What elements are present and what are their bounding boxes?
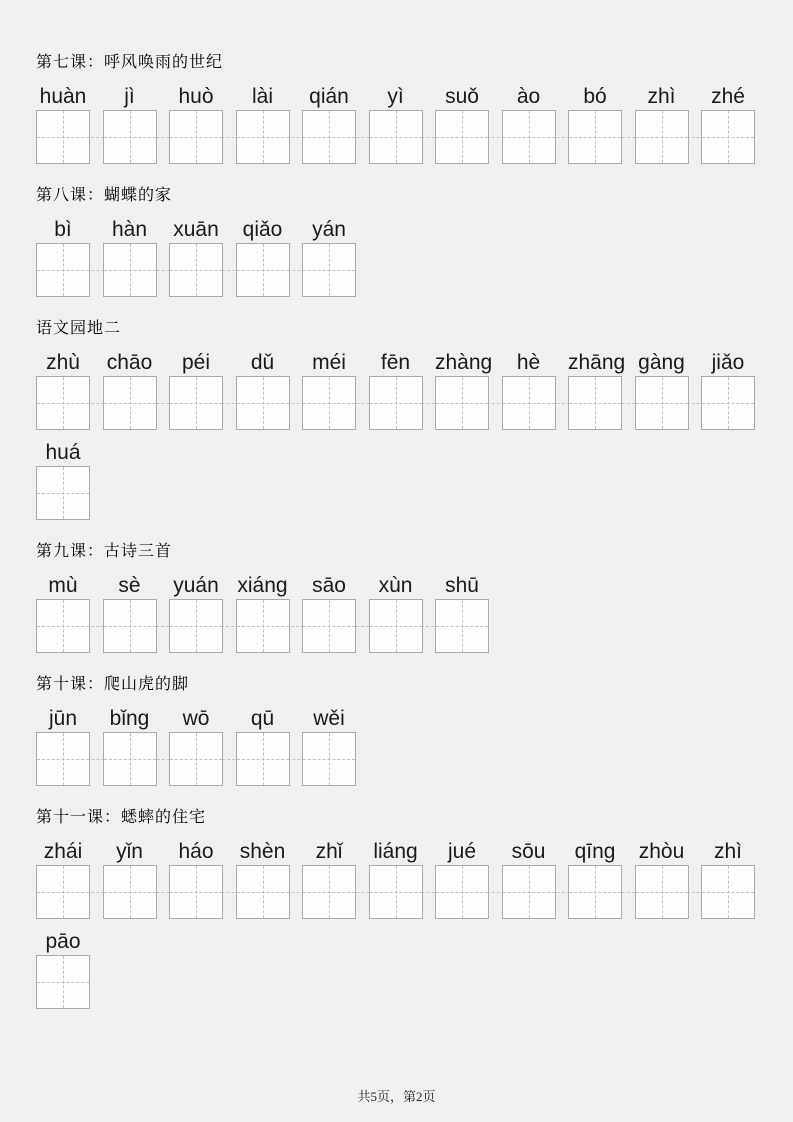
pinyin-label: jué xyxy=(447,840,477,863)
pinyin-label: zhàng xyxy=(435,351,493,374)
writing-cell xyxy=(502,865,556,919)
writing-cell xyxy=(568,865,622,919)
pinyin-label-row xyxy=(36,841,757,863)
pinyin-label: qīng xyxy=(574,840,616,863)
pinyin-label: bó xyxy=(583,85,607,108)
writing-cell xyxy=(103,376,157,430)
pinyin-label: chāo xyxy=(106,351,153,374)
pinyin-label: fēn xyxy=(380,351,411,374)
pinyin-label: dǔ xyxy=(250,351,275,374)
writing-cell xyxy=(236,243,290,297)
pinyin-label: hè xyxy=(516,351,541,374)
pinyin-label: yuán xyxy=(173,574,219,597)
pinyin-row xyxy=(36,352,757,430)
pinyin-label: jì xyxy=(124,85,135,108)
pinyin-label: zhòu xyxy=(638,840,685,863)
writing-grid-row xyxy=(36,376,755,430)
writing-grid-row xyxy=(36,466,90,520)
writing-cell xyxy=(502,376,556,430)
section-5 xyxy=(36,677,757,786)
writing-cell xyxy=(302,243,356,297)
pinyin-label: zhé xyxy=(711,85,745,108)
pinyin-label: qiǎo xyxy=(242,218,283,241)
writing-cell xyxy=(369,599,423,653)
pinyin-label: wěi xyxy=(313,707,345,730)
writing-cell xyxy=(169,376,223,430)
section-3 xyxy=(36,321,757,520)
writing-cell xyxy=(302,110,356,164)
pinyin-label: mù xyxy=(48,574,78,597)
pinyin-label: péi xyxy=(181,351,211,374)
pinyin-label: zhǐ xyxy=(315,840,343,863)
writing-grid-row xyxy=(36,955,90,1009)
writing-cell xyxy=(369,110,423,164)
writing-cell xyxy=(236,865,290,919)
section-title: 第七课：呼风唤雨的世纪 xyxy=(36,54,224,71)
writing-cell xyxy=(36,110,90,164)
writing-cell xyxy=(36,243,90,297)
writing-cell xyxy=(369,376,423,430)
section-title: 第十一课：蟋蟀的住宅 xyxy=(36,809,207,826)
pinyin-label: hàn xyxy=(111,218,148,241)
pinyin-label: jūn xyxy=(48,707,78,730)
writing-cell xyxy=(435,599,489,653)
writing-cell xyxy=(103,732,157,786)
pinyin-label: shèn xyxy=(239,840,286,863)
pinyin-label: xiáng xyxy=(237,574,288,597)
writing-cell xyxy=(169,599,223,653)
writing-cell xyxy=(103,599,157,653)
pinyin-row xyxy=(36,219,757,297)
writing-grid-row xyxy=(36,243,356,297)
writing-cell xyxy=(435,376,489,430)
section-4 xyxy=(36,544,757,653)
pinyin-label: jiǎo xyxy=(711,351,745,374)
writing-cell xyxy=(435,865,489,919)
section-1 xyxy=(36,55,757,164)
pinyin-label-row xyxy=(36,575,757,597)
writing-cell xyxy=(36,955,90,1009)
pinyin-label: xuān xyxy=(173,218,219,241)
pinyin-label: huàn xyxy=(39,85,87,108)
writing-cell xyxy=(36,466,90,520)
section-2 xyxy=(36,188,757,297)
pinyin-label: pāo xyxy=(45,930,81,953)
pinyin-label: zhì xyxy=(647,85,676,108)
pinyin-label-row xyxy=(36,442,757,464)
pinyin-label: ào xyxy=(516,85,541,108)
pinyin-label: shū xyxy=(445,574,479,597)
pinyin-row xyxy=(36,708,757,786)
writing-cell xyxy=(103,110,157,164)
writing-cell xyxy=(36,376,90,430)
pinyin-label: yán xyxy=(312,218,346,241)
writing-cell xyxy=(169,732,223,786)
writing-cell xyxy=(701,865,755,919)
pinyin-label: yì xyxy=(387,85,404,108)
writing-cell xyxy=(36,732,90,786)
pinyin-label: wō xyxy=(182,707,210,730)
pinyin-row xyxy=(36,841,757,919)
section-title: 第九课：古诗三首 xyxy=(36,543,173,560)
pinyin-row xyxy=(36,575,757,653)
pinyin-label: zhù xyxy=(46,351,80,374)
pinyin-label: gàng xyxy=(638,351,685,374)
writing-cell xyxy=(169,110,223,164)
section-title: 第十课：爬山虎的脚 xyxy=(36,676,190,693)
pinyin-label: huá xyxy=(45,441,81,464)
pinyin-label-row xyxy=(36,352,757,374)
writing-grid-row xyxy=(36,865,755,919)
pinyin-row xyxy=(36,86,757,164)
pinyin-label: liáng xyxy=(373,840,418,863)
writing-cell xyxy=(302,865,356,919)
writing-cell xyxy=(236,376,290,430)
pinyin-label: sè xyxy=(118,574,141,597)
writing-cell xyxy=(635,865,689,919)
pinyin-label-row xyxy=(36,86,757,108)
pinyin-label-row xyxy=(36,931,757,953)
pinyin-label: méi xyxy=(312,351,346,374)
writing-cell xyxy=(103,243,157,297)
pinyin-label: bǐng xyxy=(109,707,150,730)
section-6 xyxy=(36,810,757,1009)
writing-cell xyxy=(369,865,423,919)
pinyin-label: huò xyxy=(178,85,214,108)
writing-cell xyxy=(635,376,689,430)
pinyin-label: bì xyxy=(54,218,72,241)
writing-cell xyxy=(236,732,290,786)
writing-cell xyxy=(502,110,556,164)
writing-cell xyxy=(435,110,489,164)
writing-cell xyxy=(302,599,356,653)
pinyin-row xyxy=(36,931,757,1009)
pinyin-label: zhāng xyxy=(568,351,626,374)
writing-cell xyxy=(36,865,90,919)
writing-cell xyxy=(635,110,689,164)
writing-cell xyxy=(302,732,356,786)
writing-cell xyxy=(236,110,290,164)
pinyin-label: sāo xyxy=(312,574,346,597)
writing-cell xyxy=(169,243,223,297)
writing-cell xyxy=(36,599,90,653)
pinyin-label: xùn xyxy=(378,574,413,597)
writing-cell xyxy=(103,865,157,919)
pinyin-label-row xyxy=(36,708,757,730)
writing-cell xyxy=(568,110,622,164)
pinyin-label: zhì xyxy=(713,840,742,863)
writing-grid-row xyxy=(36,110,755,164)
page-footer: 共5页，第2页 xyxy=(357,1089,436,1104)
pinyin-label-row xyxy=(36,219,757,241)
writing-cell xyxy=(568,376,622,430)
pinyin-label: sōu xyxy=(511,840,546,863)
pinyin-label: zhái xyxy=(43,840,83,863)
section-title: 第八课：蝴蝶的家 xyxy=(36,187,173,204)
writing-cell xyxy=(701,110,755,164)
pinyin-label: yǐn xyxy=(116,840,143,863)
section-title: 语文园地二 xyxy=(36,320,122,337)
worksheet-sections xyxy=(36,55,757,1009)
pinyin-label: qián xyxy=(309,85,349,108)
pinyin-label: háo xyxy=(178,840,214,863)
writing-cell xyxy=(302,376,356,430)
pinyin-label: qū xyxy=(250,707,275,730)
pinyin-row xyxy=(36,442,757,520)
writing-grid-row xyxy=(36,732,356,786)
writing-grid-row xyxy=(36,599,489,653)
pinyin-label: lài xyxy=(251,85,273,108)
writing-cell xyxy=(236,599,290,653)
pinyin-label: suǒ xyxy=(445,85,479,108)
writing-cell xyxy=(169,865,223,919)
writing-cell xyxy=(701,376,755,430)
